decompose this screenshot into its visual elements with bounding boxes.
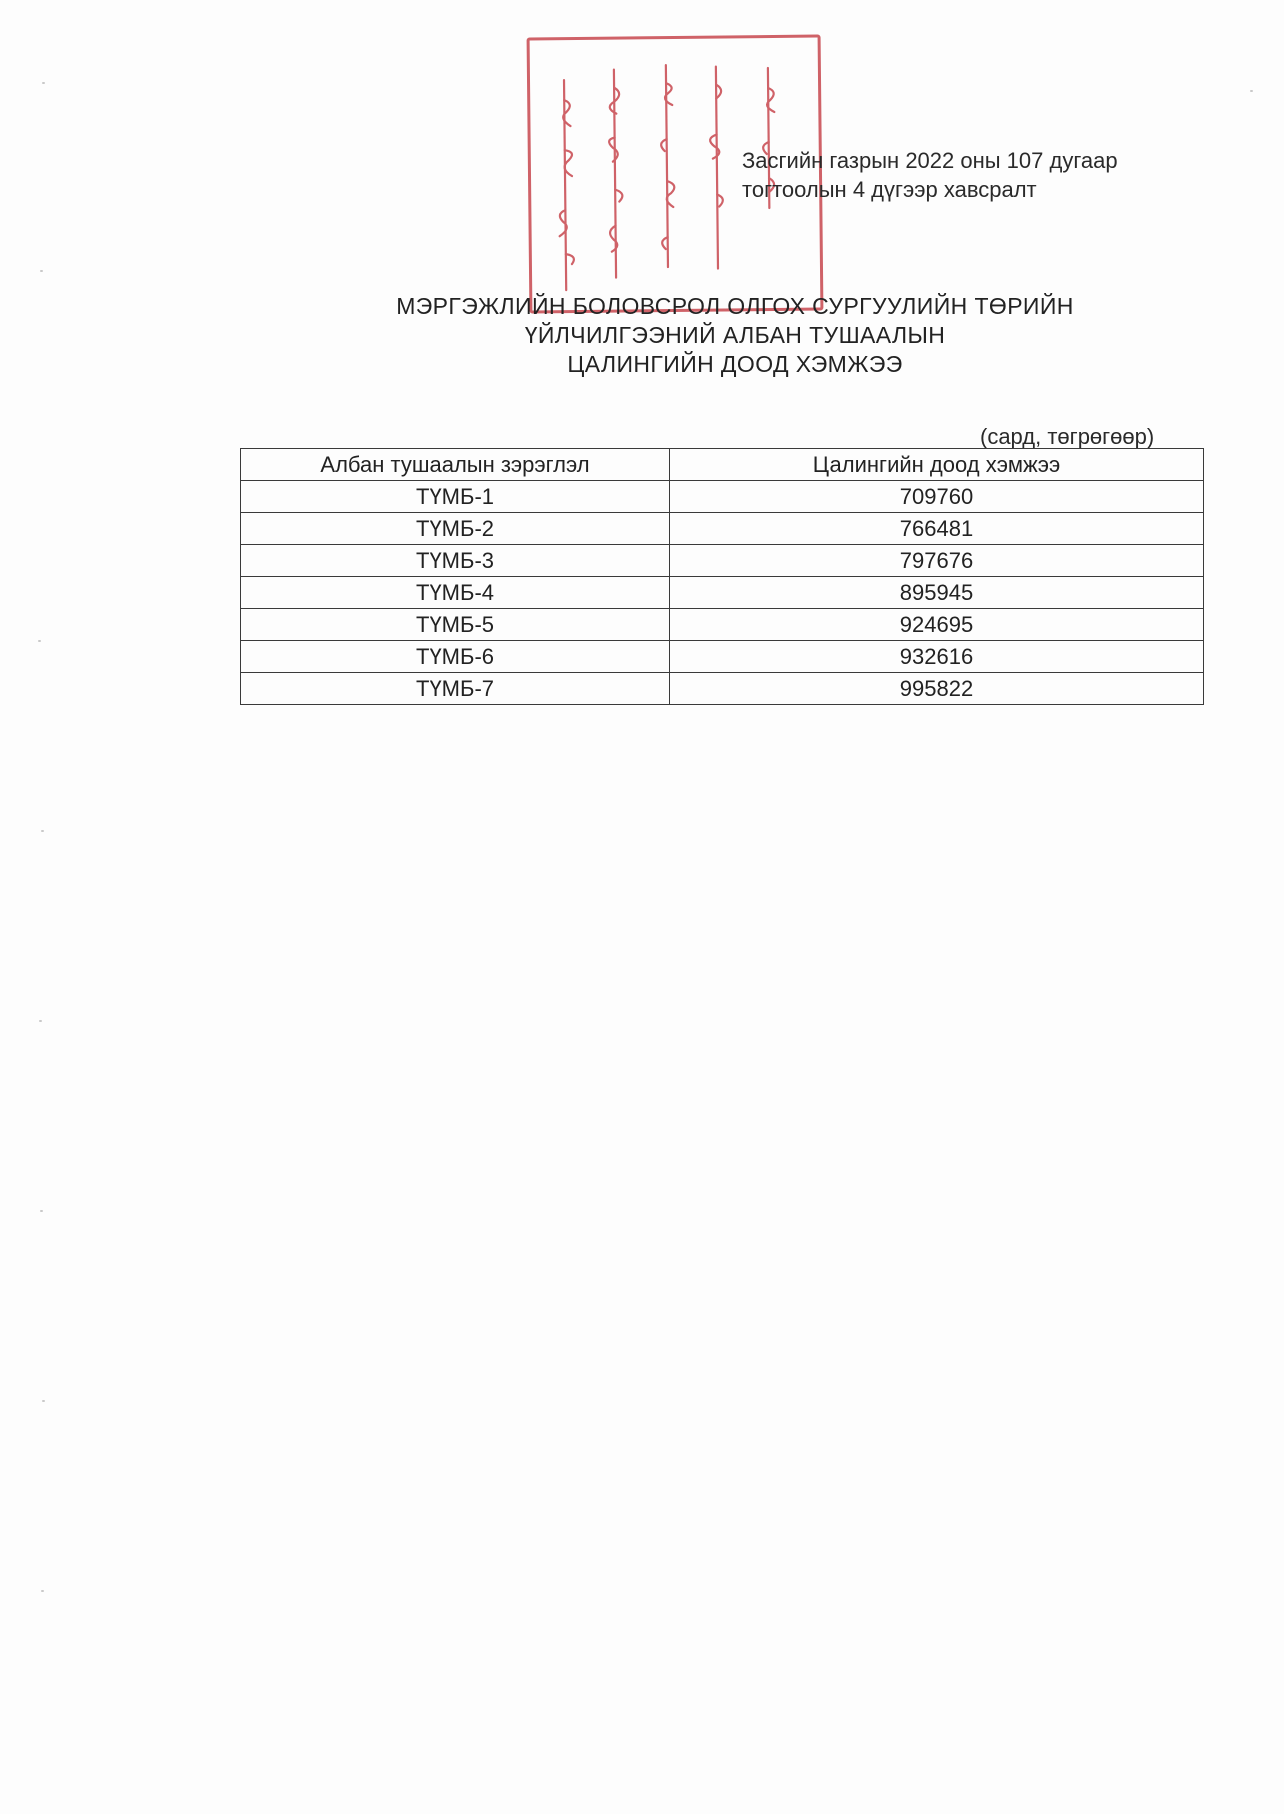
annex-line-1: Засгийн газрын 2022 оны 107 дугаар bbox=[742, 148, 1118, 173]
scan-speck bbox=[41, 830, 44, 832]
column-header-salary: Цалингийн доод хэмжээ bbox=[670, 449, 1204, 481]
scan-speck bbox=[1250, 90, 1253, 92]
document-title bbox=[200, 292, 1270, 379]
scan-speck bbox=[40, 1210, 43, 1212]
column-header-grade: Албан тушаалын зэрэглэл bbox=[241, 449, 670, 481]
table-row bbox=[241, 513, 1204, 545]
scan-speck bbox=[41, 1590, 44, 1592]
table-header-row bbox=[241, 449, 1204, 481]
scan-speck bbox=[38, 640, 41, 642]
salary-table bbox=[240, 448, 1204, 705]
salary-cell: 766481 bbox=[670, 513, 1204, 545]
table-row bbox=[241, 545, 1204, 577]
grade-cell: ТҮМБ-6 bbox=[241, 641, 670, 673]
grade-cell: ТҮМБ-1 bbox=[241, 481, 670, 513]
table-row bbox=[241, 641, 1204, 673]
scan-speck bbox=[42, 1400, 45, 1402]
title-line-3: ЦАЛИНГИЙН ДООД ХЭМЖЭЭ bbox=[567, 351, 903, 377]
salary-cell: 995822 bbox=[670, 673, 1204, 705]
grade-cell: ТҮМБ-4 bbox=[241, 577, 670, 609]
annex-line-2: тогтоолын 4 дүгээр хавсралт bbox=[742, 177, 1037, 202]
table-row bbox=[241, 609, 1204, 641]
table-row bbox=[241, 577, 1204, 609]
title-line-1: МЭРГЭЖЛИЙН БОЛОВСРОЛ ОЛГОХ СУРГУУЛИЙН ТӨРИЙН bbox=[396, 293, 1074, 319]
table-row bbox=[241, 481, 1204, 513]
grade-cell: ТҮМБ-5 bbox=[241, 609, 670, 641]
grade-cell: ТҮМБ-7 bbox=[241, 673, 670, 705]
scan-speck bbox=[40, 270, 43, 272]
grade-cell: ТҮМБ-3 bbox=[241, 545, 670, 577]
salary-cell: 797676 bbox=[670, 545, 1204, 577]
scan-speck bbox=[42, 82, 45, 84]
salary-cell: 709760 bbox=[670, 481, 1204, 513]
salary-cell: 895945 bbox=[670, 577, 1204, 609]
annex-reference bbox=[742, 146, 1118, 204]
grade-cell: ТҮМБ-2 bbox=[241, 513, 670, 545]
unit-note: (сард, төгрөгөөр) bbox=[980, 424, 1155, 449]
table-row bbox=[241, 673, 1204, 705]
salary-cell: 932616 bbox=[670, 641, 1204, 673]
scan-speck bbox=[39, 1020, 42, 1022]
salary-cell: 924695 bbox=[670, 609, 1204, 641]
title-line-2: ҮЙЛЧИЛГЭЭНИЙ АЛБАН ТУШААЛЫН bbox=[524, 322, 946, 348]
